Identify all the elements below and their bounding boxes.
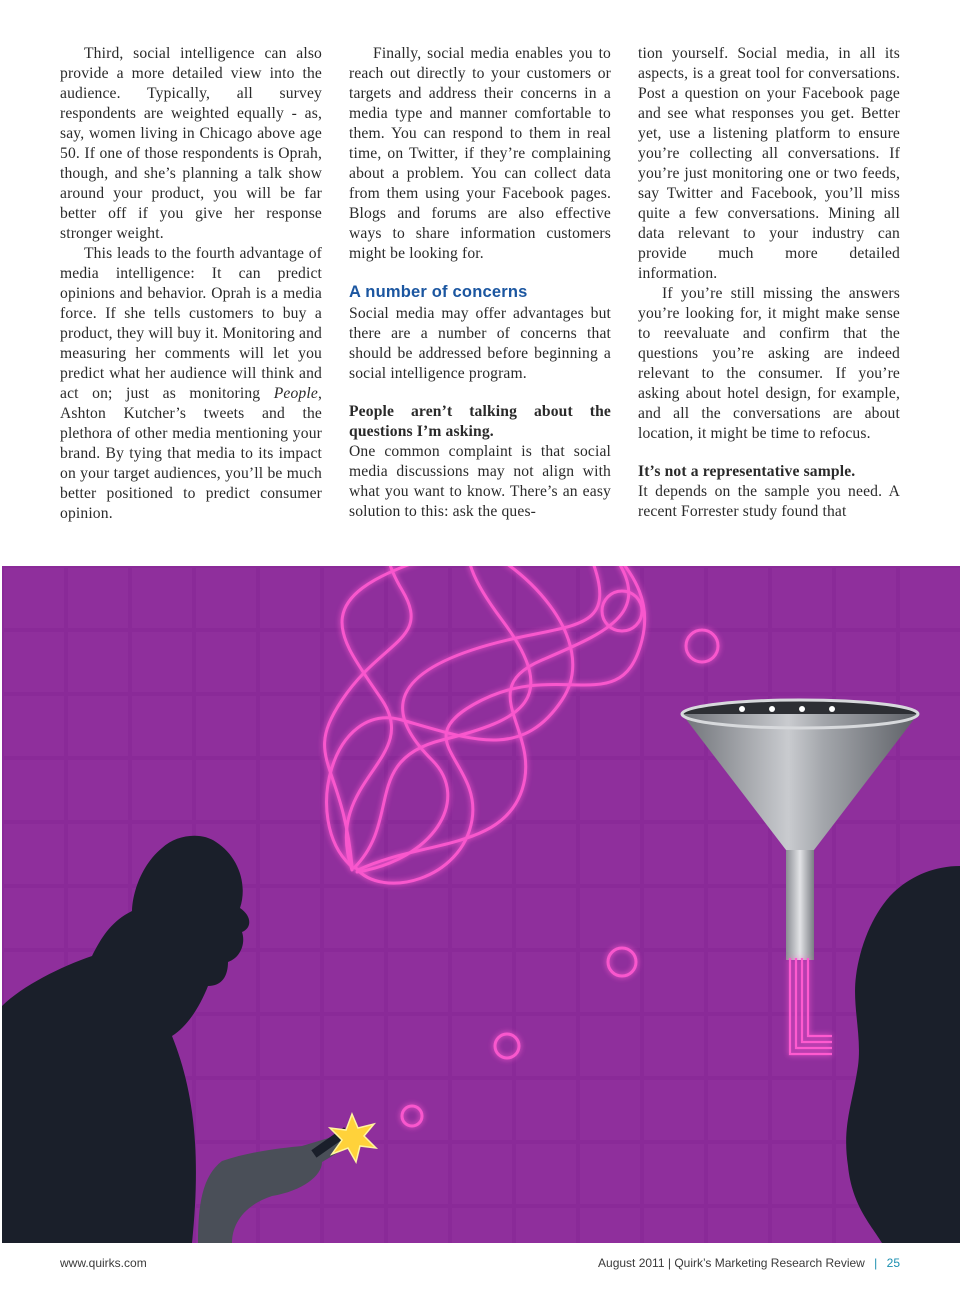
- separator: |: [874, 1256, 878, 1270]
- publication-name: Quirk’s Marketing Research Review: [674, 1256, 865, 1270]
- page-number: 25: [886, 1256, 900, 1270]
- text-column-1: [60, 44, 322, 524]
- paragraph: If you’re still missing the answers you’re looking for, it might make sense to reevaluate and confirm that the questions you’re asking are indeed relevant to the consumer. If you’re asking about hotel design, for example, and all the conversations are about location, it might be time to refocus.: [638, 285, 900, 442]
- text-column-2: [349, 44, 611, 522]
- paragraph: Third, social intelligence can also provide a more detailed view into the audience. Typically, all survey respondents are weighted equally - as, say, women living in Chicago above age 50. If one of those respondents is Oprah, though, and she’s planning a talk show around your product, you will be far better off if you give her response stronger weight.: [60, 45, 322, 242]
- website-link[interactable]: www.quirks.com: [60, 1256, 147, 1270]
- subheading: People aren’t talking about the questions I’m asking.: [349, 403, 611, 440]
- paragraph: It depends on the sample you need. A recent Forrester study found that: [638, 483, 900, 520]
- paragraph: [60, 244, 322, 524]
- paragraph: Social media may offer advantages but there are a number of concerns that should be addressed before beginning a social intelligence program.: [349, 305, 611, 382]
- footer-issue-info: [598, 1256, 900, 1270]
- paragraph-text: This leads to the fourth advantage of media intelligence: It can predict opinions and behavior. Oprah is a media force. If she tells customers to buy a product, they will buy it. Monitoring and measuring her comments will let you predict what her audience will think and act on; just as monitoring: [60, 245, 322, 402]
- illustration: [2, 566, 960, 1243]
- paragraph: tion yourself. Social media, in all its aspects, is a great tool for conversations. Post a question on your Facebook page and see what responses you get. Better yet, use a listening platform to ensure you’re collecting all conversations. If you’re just monitoring one or two feeds, say Twitter and Facebook, you’ll miss quite a few conversations. Mining all data relevant to your industry can provide much more detailed information.: [638, 45, 900, 282]
- text-column-3: [638, 44, 900, 522]
- magazine-title: People: [273, 385, 318, 402]
- paragraph-text: , Ashton Kutcher’s tweets and the plethora of other media mentioning your brand. By tying that media to its impact on your target audiences, you’ll be much better positioned to predict consumer opinion.: [60, 385, 322, 522]
- section-heading: A number of concerns: [349, 283, 528, 301]
- separator: |: [667, 1256, 675, 1270]
- paragraph: Finally, social media enables you to reach out directly to your customers or targets and address their concerns in a media type and manner comfortable to them. You can respond to them in real time, on Twitter, if they’re complaining about a problem. You can collect data from them using your Facebook pages. Blogs and forums are also effective ways to share information customers might be looking for.: [349, 45, 611, 262]
- issue-date: August 2011: [598, 1256, 665, 1270]
- subheading: It’s not a representative sample.: [638, 463, 856, 480]
- page-footer: [60, 1256, 900, 1274]
- paragraph: One common complaint is that social media discussions may not align with what you want to know. There’s an easy solution to this: ask the ques-: [349, 443, 611, 520]
